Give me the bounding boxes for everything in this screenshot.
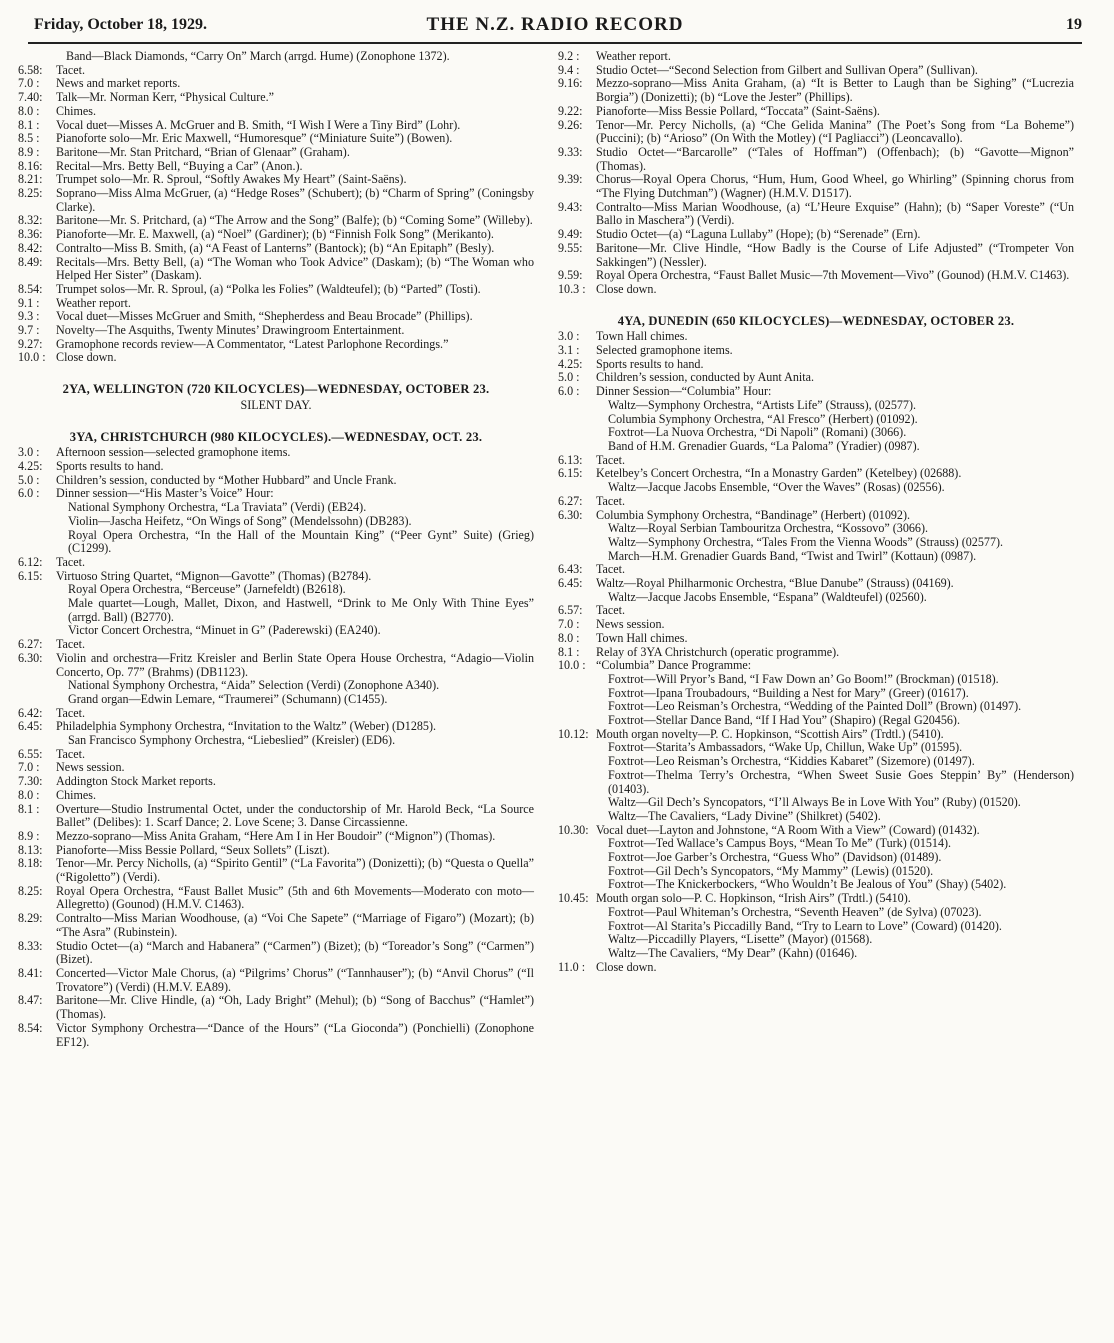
entry-description: Studio Octet—“Barcarolle” (“Tales of Hoffman”) (Offenbach); (b) “Gavotte—Mignon” (Thomas). [596, 144, 1074, 173]
programme-entry [18, 146, 534, 160]
entry-time: 6.57: [558, 603, 583, 618]
entry-sub-item: Foxtrot—Will Pryor’s Band, “I Faw Down an’ Go Boom!” (Brockman) (01518). [608, 671, 999, 686]
entry-sub-item: Royal Opera Orchestra, “In the Hall of the Mountain King” (“Peer Gynt” Suite) (Grieg) (C1299). [68, 527, 534, 556]
entry-time: 6.43: [558, 562, 583, 577]
entry-time: 6.15: [558, 466, 583, 481]
schedule-3ya-continued [558, 50, 1074, 297]
programme-entry [18, 283, 534, 297]
entry-sub-item: Waltz—The Cavaliers, “Lady Divine” (Shilkret) (5402). [608, 808, 881, 823]
entry-time: 8.1 : [558, 644, 580, 659]
programme-entry [18, 775, 534, 789]
entry-description: Afternoon session—selected gramophone items. [56, 445, 291, 460]
programme-entry [18, 570, 534, 584]
entry-sub-item: Foxtrot—The Knickerbockers, “Who Wouldn’t Be Jealous of You” (Shay) (5402). [608, 877, 1007, 892]
programme-entry [18, 789, 534, 803]
entry-description: Mouth organ solo—P. C. Hopkinson, “Irish Airs” (Trdtl.) (5410). [596, 891, 911, 906]
schedule-1ya-continued [18, 64, 534, 365]
entry-description: Studio Octet—(a) “March and Habanera” (“Carmen”) (Bizet); (b) “Toreador’s Song” (“Carmen”) (Bizet). [56, 938, 534, 967]
station-heading-2ya: 2YA, WELLINGTON (720 KILOCYCLES)—WEDNESDAY, OCTOBER 23. [62, 382, 490, 397]
programme-entry [558, 646, 1074, 660]
programme-entry [18, 324, 534, 338]
entry-time: 6.0 : [558, 384, 580, 399]
entry-description: Contralto—Miss B. Smith, (a) “A Feast of Lanterns” (Bantock); (b) “An Epitaph” (Besly). [56, 240, 495, 255]
right-column [558, 50, 1074, 974]
programme-entry [558, 604, 1074, 618]
programme-entry [18, 77, 534, 91]
entry-sub-item: Foxtrot—Ted Wallace’s Campus Boys, “Mean To Me” (Turk) (01514). [608, 836, 952, 851]
entry-time: 10.3 : [558, 281, 586, 296]
entry-description: Sports results to hand. [56, 458, 164, 473]
entry-sub-item: Waltz—The Cavaliers, “My Dear” (Kahn) (01646). [608, 946, 858, 960]
entry-sub-item: Violin—Jascha Heifetz, “On Wings of Song” (Mendelssohn) (DB283). [68, 513, 412, 528]
entry-sub-item: Foxtrot—Joe Garber’s Orchestra, “Guess Who” (Davidson) (01489). [608, 850, 942, 865]
entry-description: Gramophone records review—A Commentator, “Latest Parlophone Recordings.” [56, 336, 449, 351]
entry-time: 5.0 : [558, 370, 580, 385]
programme-entry [18, 912, 534, 939]
entry-time: 8.25: [18, 186, 43, 201]
programme-entry [558, 64, 1074, 78]
entry-time: 5.0 : [18, 472, 40, 487]
entry-description: Pianoforte—Miss Bessie Pollard, “Seux Sollets” (Liszt). [56, 842, 330, 857]
entry-description: Pianoforte—Mr. E. Maxwell, (a) “Noel” (Gardiner); (b) “Finnish Folk Song” (Merikanto). [56, 227, 494, 242]
entry-sub-item: Victor Concert Orchestra, “Minuet in G” (Paderewski) (EA240). [68, 623, 381, 638]
publication-title: THE N.Z. RADIO RECORD [426, 14, 684, 35]
programme-entry [18, 256, 534, 283]
entry-time: 8.54: [18, 281, 43, 296]
entry-sub-item: Male quartet—Lough, Mallet, Dixon, and Hastwell, “Drink to Me Only With Thine Eyes” (arrgd. Ball) (B2770). [68, 596, 534, 624]
entry-time: 6.55: [18, 746, 43, 761]
entry-description: Addington Stock Market reports. [56, 774, 216, 789]
entry-time: 3.1 : [558, 343, 580, 358]
entry-description: Baritone—Mr. Clive Hindle, “How Badly is the Course of Life Adjusted” (“Trompeter Von Sakkingen”) (Nessler). [596, 240, 1074, 269]
entry-description: Pianoforte solo—Mr. Eric Maxwell, “Humoresque” (“Miniature Suite”) (Bowen). [56, 131, 453, 146]
entry-time: 6.15: [18, 568, 43, 583]
programme-entry [18, 857, 534, 884]
entry-sub-item: Foxtrot—Ipana Troubadours, “Building a Nest for Mary” (Greer) (01617). [608, 685, 969, 700]
entry-time: 9.22: [558, 103, 583, 118]
entry-time: 9.55: [558, 240, 583, 255]
entry-sub-item: Waltz—Symphony Orchestra, “Tales From the Vienna Woods” (Strauss) (02577). [608, 534, 1004, 549]
entry-description: Royal Opera Orchestra, “Faust Ballet Music” (5th and 6th Movements—Moderato con moto—Allegretto) (Gounod) (H.M.V. C1463). [56, 883, 534, 912]
entry-sub-item: National Symphony Orchestra, “La Traviata” (Verdi) (EB24). [68, 500, 367, 515]
programme-entry [558, 563, 1074, 577]
entry-time: 6.45: [18, 719, 43, 734]
entry-description: Recital—Mrs. Betty Bell, “Buying a Car” (Anon.). [56, 158, 303, 173]
entry-time: 8.9 : [18, 144, 40, 159]
programme-entry [558, 146, 1074, 173]
entry-time: 4.25: [18, 458, 43, 473]
programme-entry [18, 940, 534, 967]
entry-description: Dinner session—“His Master’s Voice” Hour: [56, 486, 274, 501]
entry-sub-item: San Francisco Symphony Orchestra, “Liebeslied” (Kreisler) (ED6). [68, 733, 396, 748]
programme-entry [558, 371, 1074, 385]
entry-sub-item: Waltz—Piccadilly Players, “Lisette” (Mayor) (01568). [608, 932, 873, 947]
programme-entry [558, 618, 1074, 632]
entry-time: 10.0 : [558, 658, 586, 673]
programme-entry [558, 509, 1074, 523]
programme-entry [18, 967, 534, 994]
entry-time: 8.29: [18, 911, 43, 926]
programme-entry [558, 358, 1074, 372]
entry-description: Tacet. [596, 603, 626, 618]
entry-time: 6.12: [18, 554, 43, 569]
entry-description: Close down. [596, 281, 657, 296]
entry-description: Baritone—Mr. Clive Hindle, (a) “Oh, Lady Bright” (Mehul); (b) “Song of Bacchus” (“Hamlet”) (Thomas). [56, 993, 534, 1022]
programme-entry [18, 720, 534, 734]
programme-entry [558, 467, 1074, 481]
entry-time: 9.33: [558, 144, 583, 159]
entry-sub-item: Foxtrot—Leo Reisman’s Orchestra, “Kiddies Kabaret” (Sizemore) (01497). [608, 754, 975, 769]
entry-description: Concerted—Victor Male Chorus, (a) “Pilgrims’ Chorus” (“Tannhauser”); (b) “Anvil Chorus” (“Il Trovatore”) (Verdi) (H.M.V. EA89). [56, 966, 534, 994]
entry-time: 9.27: [18, 336, 43, 351]
entry-description: Trumpet solo—Mr. R. Sproul, “Softly Awakes My Heart” (Saint-Saëns). [56, 172, 407, 187]
entry-description: Tacet. [596, 562, 626, 577]
entry-time: 6.13: [558, 452, 583, 467]
entry-time: 8.0 : [18, 103, 40, 118]
entry-description: Selected gramophone items. [596, 343, 733, 358]
entry-time: 11.0 : [558, 959, 586, 974]
programme-entry [558, 201, 1074, 228]
entry-time: 9.43: [558, 199, 583, 214]
entry-time: 10.12: [558, 726, 589, 741]
programme-entry [558, 283, 1074, 297]
entry-description: Chimes. [56, 103, 96, 118]
programme-entry [18, 91, 534, 105]
programme-entry [558, 77, 1074, 104]
entry-sub-item: Waltz—Royal Serbian Tambouritza Orchestra, “Kossovo” (3066). [608, 521, 929, 536]
entry-description: Tacet. [596, 452, 626, 467]
entry-description: Relay of 3YA Christchurch (operatic programme). [596, 644, 840, 659]
programme-entry [558, 659, 1074, 673]
entry-sub-item: Foxtrot—La Nuova Orchestra, “Di Napoli” (Romani) (3066). [608, 425, 907, 440]
programme-entry [18, 761, 534, 775]
programme-entry [18, 297, 534, 311]
entry-description: Town Hall chimes. [596, 329, 688, 344]
programme-entry [18, 803, 534, 830]
entry-description: Ketelbey’s Concert Orchestra, “In a Monastry Garden” (Ketelbey) (02688). [596, 466, 962, 481]
page-number: 19 [1066, 16, 1082, 33]
entry-description: Sports results to hand. [596, 356, 704, 371]
entry-time: 6.30: [558, 507, 583, 522]
station-heading-3ya: 3YA, CHRISTCHURCH (980 KILOCYCLES).—WEDNESDAY, OCT. 23. [69, 429, 483, 444]
programme-entry [18, 160, 534, 174]
entry-description: Dinner Session—“Columbia” Hour: [596, 384, 772, 399]
entry-time: 9.4 : [558, 62, 580, 77]
entry-time: 10.0 : [18, 350, 46, 365]
entry-description: Tacet. [56, 746, 86, 761]
entry-time: 8.33: [18, 938, 43, 953]
entry-time: 8.18: [18, 856, 43, 871]
entry-time: 10.45: [558, 891, 589, 906]
entry-time: 6.27: [18, 637, 43, 652]
entry-description: Mezzo-soprano—Miss Anita Graham, (a) “It is Better to Laugh than be Sighing” (“Lucrezia Borgia”) (Donizetti); (b) “Love the Jester” (Phillips). [596, 76, 1074, 105]
programme-entry [558, 728, 1074, 742]
page-header [28, 8, 1082, 44]
entry-description: Tacet. [596, 493, 626, 508]
entry-description: Contralto—Miss Marian Woodhouse, (a) “L’Heure Exquise” (Hahn); (b) “Saper Voreste” (“Un Ballo in Maschera”) (Verdi). [596, 199, 1074, 228]
entry-description: News session. [596, 617, 665, 632]
entry-description: Tacet. [56, 554, 86, 569]
programme-entry [18, 830, 534, 844]
entry-description: Recitals—Mrs. Betty Bell, (a) “The Woman who Took Advice” (Daskam); (b) “The Woman who Helped Her Sister” (Daskam). [56, 254, 534, 283]
programme-entry [558, 242, 1074, 269]
programme-entry [558, 344, 1074, 358]
entry-time: 8.47: [18, 993, 43, 1008]
entry-sub-item: Waltz—Gil Dech’s Syncopators, “I’ll Always Be in Love With You” (Ruby) (01520). [608, 795, 1021, 810]
entry-time: 4.25: [558, 356, 583, 371]
programme-entry [18, 228, 534, 242]
entry-description: Pianoforte—Miss Bessie Pollard, “Toccata” (Saint-Saëns). [596, 103, 880, 118]
programme-entry [18, 487, 534, 501]
entry-description: Close down. [56, 350, 117, 365]
entry-sub-item: Grand organ—Edwin Lemare, “Traumerei” (Schumann) (C1455). [68, 691, 388, 706]
entry-sub-item: Band of H.M. Grenadier Guards, “La Paloma” (Yradier) (0987). [608, 438, 920, 453]
programme-entry [558, 892, 1074, 906]
entry-description: Royal Opera Orchestra, “Faust Ballet Music—7th Movement—Vivo” (Gounod) (H.M.V. C1463). [596, 268, 1070, 283]
entry-description: Vocal duet—Layton and Johnstone, “A Room With a View” (Coward) (01432). [596, 822, 980, 837]
entry-description: Contralto—Miss Marian Woodhouse, (a) “Voi Che Sapete” (“Marriage of Figaro”) (Mozart); (b) “The Asra” (Rubinstein). [56, 911, 534, 939]
entry-description: Vocal duet—Misses A. McGruer and B. Smith, “I Wish I Were a Tiny Bird” (Lohr). [56, 117, 461, 132]
entry-description: Chorus—Royal Opera Chorus, “Hum, Hum, Good Wheel, go Whirling” (Spinning chorus from “The Flying Dutchman”) (Wagner) (H.M.V. D1517). [596, 172, 1074, 201]
entry-sub-item: Foxtrot—Al Starita’s Piccadilly Band, “Try to Learn to Love” (Coward) (01420). [608, 918, 1002, 933]
programme-entry [558, 105, 1074, 119]
entry-description: Close down. [596, 959, 657, 974]
entry-time: 7.40: [18, 90, 43, 105]
entry-description: Children’s session, conducted by “Mother Hubbard” and Uncle Frank. [56, 472, 397, 487]
entry-time: 6.42: [18, 705, 43, 720]
programme-entry [558, 961, 1074, 975]
programme-entry [558, 824, 1074, 838]
entry-sub-item: Foxtrot—Starita’s Ambassadors, “Wake Up, Chillun, Wake Up” (01595). [608, 740, 963, 755]
programme-entry [18, 556, 534, 570]
entry-time: 7.0 : [18, 760, 40, 775]
programme-entry [558, 228, 1074, 242]
programme-entry [18, 748, 534, 762]
programme-entry [558, 269, 1074, 283]
entry-sub-item: Waltz—Jacque Jacobs Ensemble, “Espana” (Waldteufel) (02560). [608, 589, 927, 604]
programme-entry [18, 105, 534, 119]
entry-description: Columbia Symphony Orchestra, “Bandinage” (Herbert) (01092). [596, 507, 911, 522]
entry-sub-item: Columbia Symphony Orchestra, “Al Fresco” (Herbert) (01092). [608, 411, 918, 426]
entry-time: 8.0 : [18, 787, 40, 802]
entry-description: Virtuoso String Quartet, “Mignon—Gavotte” (Thomas) (B2784). [56, 568, 372, 583]
entry-description: Trumpet solos—Mr. R. Sproul, (a) “Polka les Folies” (Waldteufel); (b) “Parted” (Tosti). [56, 281, 481, 296]
entry-description: Studio Octet—(a) “Laguna Lullaby” (Hope); (b) “Serenade” (Ern). [596, 227, 921, 242]
programme-entry [18, 638, 534, 652]
entry-time: 6.27: [558, 493, 583, 508]
entry-time: 8.13: [18, 842, 43, 857]
programme-entry [558, 632, 1074, 646]
entry-description: Victor Symphony Orchestra—“Dance of the Hours” (“La Gioconda”) (Ponchielli) (Zonophone EF12). [56, 1020, 534, 1049]
entry-description: Tenor—Mr. Percy Nicholls, (a) “Spirito Gentil” (“La Favorita”) (Donizetti); (b) “Questa o Quella” (“Rigoletto”) (Verdi). [56, 856, 534, 885]
programme-entry [18, 446, 534, 460]
entry-sub-item: Foxtrot—Leo Reisman’s Orchestra, “Wedding of the Painted Doll” (Brown) (01497). [608, 699, 1022, 714]
entry-time: 9.26: [558, 117, 583, 132]
entry-time: 8.21: [18, 172, 43, 187]
entry-time: 9.2 : [558, 49, 580, 63]
programme-entry [558, 495, 1074, 509]
entry-time: 10.30: [558, 822, 589, 837]
entry-time: 9.3 : [18, 309, 40, 324]
entry-time: 8.0 : [558, 630, 580, 645]
entry-description: Novelty—The Asquiths, Twenty Minutes’ Drawingroom Entertainment. [56, 323, 405, 338]
entry-sub-item: Foxtrot—Paul Whiteman’s Orchestra, “Seventh Heaven” (de Sylva) (07023). [608, 904, 982, 919]
entry-description: Tacet. [56, 62, 86, 77]
entry-sub-item: Foxtrot—Gil Dech’s Syncopators, “My Mammy” (Lewis) (01520). [608, 863, 934, 878]
programme-entry [18, 351, 534, 365]
entry-time: 3.0 : [18, 445, 40, 460]
entry-description: News session. [56, 760, 125, 775]
schedule-4ya [558, 330, 1074, 974]
programme-entry [18, 132, 534, 146]
schedule-3ya [18, 446, 534, 1049]
entry-time: 8.1 : [18, 117, 40, 132]
entry-description: Overture—Studio Instrumental Octet, under the conductorship of Mr. Harold Beck, “La Source Ballet” (Delibes): 1. Scarf Dance; 2. Love Scene; 3. Danse Circassienne. [56, 801, 534, 830]
issue-date: Friday, October 18, 1929. [34, 16, 208, 33]
entry-time: 8.25: [18, 883, 43, 898]
programme-entry [558, 330, 1074, 344]
programme-entry [18, 885, 534, 912]
entry-description: Vocal duet—Misses McGruer and Smith, “Shepherdess and Beau Brocade” (Phillips). [56, 309, 473, 324]
programme-entry [18, 460, 534, 474]
entry-sub-item: Waltz—Symphony Orchestra, “Artists Life” (Strauss), (02577). [608, 397, 917, 412]
programme-entry [18, 652, 534, 679]
entry-time: 9.7 : [18, 323, 40, 338]
entry-sub-item: March—H.M. Grenadier Guards Band, “Twist and Twirl” (Kottaun) (0987). [608, 548, 977, 563]
programme-entry [558, 50, 1074, 64]
entry-time: 8.54: [18, 1020, 43, 1035]
entry-description: Tacet. [56, 705, 86, 720]
silent-day-note: SILENT DAY. [240, 397, 312, 412]
programme-entry [558, 173, 1074, 200]
entry-description: Children’s session, conducted by Aunt Anita. [596, 370, 815, 385]
entry-description: Chimes. [56, 787, 96, 802]
programme-entry [558, 385, 1074, 399]
entry-description: Town Hall chimes. [596, 630, 688, 645]
entry-time: 3.0 : [558, 329, 580, 344]
entry-time: 8.49: [18, 254, 43, 269]
entry-time: 8.41: [18, 966, 43, 980]
entry-description: Violin and orchestra—Fritz Kreisler and Berlin State Opera House Orchestra, “Adagio—Violin Concerto, Op. 77” (Brahms) (DB1123). [56, 650, 534, 679]
entry-description: Tenor—Mr. Percy Nicholls, (a) “Che Gelida Manina” (The Poet’s Song from “La Boheme”) (Puccini); (b) “Arioso” (On With the Motley) (“I Pagliacci”) (Leoncavallo). [596, 117, 1074, 146]
entry-time: 8.42: [18, 240, 43, 255]
entry-description: Waltz—Royal Philharmonic Orchestra, “Blue Danube” (Strauss) (04169). [596, 576, 954, 591]
programme-entry [18, 119, 534, 133]
entry-time: 9.49: [558, 227, 583, 242]
entry-time: 8.5 : [18, 131, 40, 146]
entry-description: Tacet. [56, 637, 86, 652]
entry-time: 7.0 : [558, 617, 580, 632]
entry-time: 8.1 : [18, 801, 40, 816]
programme-entry [558, 577, 1074, 591]
entry-time: 9.16: [558, 76, 583, 91]
entry-description: Baritone—Mr. S. Pritchard, (a) “The Arrow and the Song” (Balfe); (b) “Coming Some” (Willeby). [56, 213, 533, 228]
entry-sub-item: Waltz—Jacque Jacobs Ensemble, “Over the Waves” (Rosas) (02556). [608, 480, 945, 495]
entry-time: 7.0 : [18, 76, 40, 91]
programme-entry [18, 173, 534, 187]
programme-entry [558, 119, 1074, 146]
entry-description: Talk—Mr. Norman Kerr, “Physical Culture.” [56, 90, 274, 105]
entry-sub-item: Foxtrot—Stellar Dance Band, “If I Had You” (Shapiro) (Regal G20456). [608, 713, 960, 728]
entry-time: 9.39: [558, 172, 583, 187]
entry-sub-item: National Symphony Orchestra, “Aida” Selection (Verdi) (Zonophone A340). [68, 678, 440, 693]
entry-time: 8.36: [18, 227, 43, 242]
entry-time: 9.59: [558, 268, 583, 283]
programme-entry [18, 338, 534, 352]
entry-sub-item: Royal Opera Orchestra, “Berceuse” (Jarnefeldt) (B2618). [68, 582, 346, 597]
entry-description: Philadelphia Symphony Orchestra, “Invitation to the Waltz” (Weber) (D1285). [56, 719, 437, 734]
programme-entry [18, 187, 534, 214]
entry-time: 7.30: [18, 774, 43, 789]
entry-time: 8.32: [18, 213, 43, 228]
programme-entry [18, 242, 534, 256]
left-column [18, 50, 534, 1049]
entry-description: “Columbia” Dance Programme: [596, 658, 752, 673]
entry-description: News and market reports. [56, 76, 181, 91]
entry-description: Baritone—Mr. Stan Pritchard, “Brian of Glenaar” (Graham). [56, 144, 350, 159]
programme-entry [18, 1022, 534, 1049]
entry-description: Studio Octet—“Second Selection from Gilbert and Sullivan Opera” (Sullivan). [596, 62, 978, 77]
entry-sub-item: Foxtrot—Thelma Terry’s Orchestra, “When Sweet Susie Goes Steppin’ By” (Henderson) (01403). [608, 767, 1074, 796]
entry-description: Weather report. [56, 295, 131, 310]
programme-entry [18, 310, 534, 324]
entry-description: Mezzo-soprano—Miss Anita Graham, “Here Am I in Her Boudoir” (“Mignon”) (Thomas). [56, 828, 496, 843]
entry-time: 6.45: [558, 576, 583, 591]
programme-entry [558, 454, 1074, 468]
entry-time: 6.0 : [18, 486, 40, 501]
programme-entry [18, 64, 534, 78]
entry-time: 6.30: [18, 650, 43, 665]
station-heading-4ya: 4YA, DUNEDIN (650 KILOCYCLES)—WEDNESDAY, OCTOBER 23. [617, 313, 1015, 328]
entry-description: Mouth organ novelty—P. C. Hopkinson, “Scottish Airs” (Trdtl.) (5410). [596, 726, 944, 741]
programme-entry [18, 994, 534, 1021]
entry-time: 9.1 : [18, 295, 40, 310]
programme-entry [18, 474, 534, 488]
programme-entry [18, 844, 534, 858]
entry-description: Soprano—Miss Alma McGruer, (a) “Hedge Roses” (Schubert); (b) “Charm of Spring” (Coningsby Clarke). [56, 186, 534, 214]
continued-entry: Band—Black Diamonds, “Carry On” March (arrgd. Hume) (Zonophone 1372). [66, 49, 450, 63]
entry-time: 8.16: [18, 158, 43, 173]
entry-time: 8.9 : [18, 828, 40, 843]
entry-time: 6.58: [18, 62, 43, 77]
entry-description: Weather report. [596, 49, 671, 63]
programme-entry [18, 214, 534, 228]
programme-entry [18, 707, 534, 721]
